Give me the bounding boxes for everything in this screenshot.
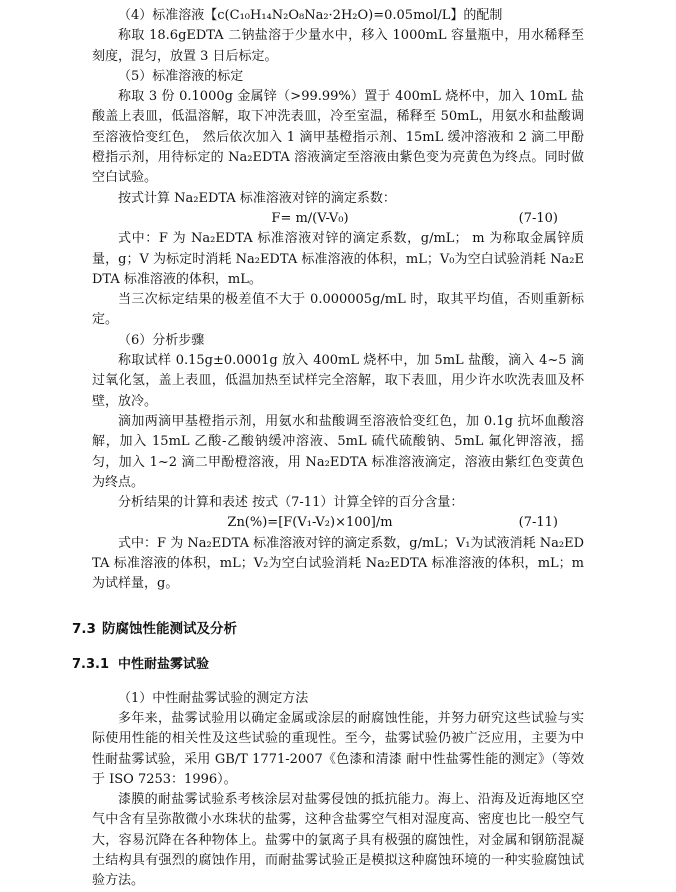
section-heading-7-3-1	[72, 655, 584, 675]
formula-7-11-number: (7-11)	[518, 515, 558, 531]
formula-7-10-description: 式中：F 为 Na₂EDTA 标准溶液对锌的滴定系数，g/mL； m 为称取金属锌质量，g；V 为标定时消耗 Na₂EDTA 标准溶液的体积，mL；V₀为空白试验消耗 Na₂EDTA 标准溶液的体积，mL。	[92, 231, 584, 287]
item5-title: （5）标准溶液的标定	[118, 68, 244, 84]
item6-formula-intro: 分析结果的计算和表述 按式（7-11）计算全锌的百分含量：	[118, 495, 464, 511]
salt-paragraph-2: 漆膜的耐盐雾试验系考核涂层对盐雾侵蚀的抵抗能力。海上、沿海及近海地区空气中含有呈弥散微小水珠状的盐雾，这种含盐雾空气相对湿度高、密度也比一般空气大，容易沉降在各种物体上。盐雾中的氯离子具有极强的腐蚀性，对金属和钢筋混凝土结构具有强烈的腐蚀作用，而耐盐雾试验正是模拟这种腐蚀环境的一种实验腐蚀试验方法。	[92, 792, 584, 889]
item6-body-2: 滴加两滴甲基橙指示剂，用氨水和盐酸调至溶液恰变红色，加 0.1g 抗坏血酸溶解，加入 15mL 乙酸-乙酸钠缓冲溶液、5mL 硫代硫酸钠、5mL 氟化钾溶液，摇匀，加入 1~2 滴二甲酚橙溶液，用 Na₂EDTA 标准溶液滴定，溶液由紫红色变黄色为终点。	[92, 413, 584, 490]
item6-body-1: 称取试样 0.15g±0.0001g 放入 400mL 烧杯中，加 5mL 盐酸，滴入 4~5 滴过氧化氢，盖上表皿，低温加热至试样完全溶解，取下表皿，用少许水吹洗表皿及杯壁，放冷。	[92, 353, 584, 409]
item4-body: 称取 18.6gEDTA 二钠盐溶于少量水中，移入 1000mL 容量瓶中，用水稀释至刻度，混匀，放置 3 日后标定。	[92, 28, 584, 64]
item5-formula-intro: 按式计算 Na₂EDTA 标准溶液对锌的滴定系数：	[118, 190, 396, 206]
item5-body: 称取 3 份 0.1000g 金属锌（>99.99%）置于 400mL 烧杯中，加入 10mL 盐酸盖上表皿，低温溶解，取下冲洗表皿，冷至室温，稀释至 50mL，用氨水和盐酸调至溶液恰变红色， 然后依次加入 1 滴甲基橙指示剂、15mL 缓冲溶液和 2 滴二甲酚橙指示剂，用待标定的 Na₂EDTA 溶液滴定至溶液由紫色变为亮黄色为终点。同时做空白试验。	[92, 89, 584, 186]
formula-7-10-number: (7-10)	[518, 210, 558, 226]
item6-title: （6）分析步骤	[118, 332, 205, 348]
subsection-title: 中性耐盐雾试验	[118, 656, 210, 672]
section-heading-7-3	[72, 619, 584, 639]
subsection-number: 7.3.1	[72, 656, 110, 672]
formula-7-10	[92, 209, 584, 229]
section-number: 7.3	[72, 620, 96, 637]
salt-paragraph-1: 多年来，盐雾试验用以确定金属或涂层的耐腐蚀性能，并努力研究这些试验与实际使用性能的相关性及这些试验的重现性。至今，盐雾试验仍被广泛应用，主要为中性耐盐雾试验，采用 GB/T 1771-2007《色漆和清漆 耐中性盐雾性能的测定》（等效于 ISO 7253：1996）。	[92, 710, 584, 787]
salt-item1-title: （1）中性耐盐雾试验的测定方法	[118, 690, 309, 706]
section-title: 防腐蚀性能测试及分析	[102, 620, 237, 637]
formula-7-11	[92, 513, 584, 533]
formula-7-11-expression: Zn(%)=[F(V₁-V₂)×100]/m	[227, 515, 393, 531]
formula-7-11-description: 式中：F 为 Na₂EDTA 标准溶液对锌的滴定系数，g/mL；V₁为试液消耗 Na₂EDTA 标准溶液的体积，mL；V₂为空白试验消耗 Na₂EDTA 标准溶液的体积，mL；m 为试样量，g。	[92, 535, 584, 592]
item4-title: （4）标准溶液【c(C₁₀H₁₄N₂O₈Na₂·2H₂O)=0.05mol/L】的配制	[118, 8, 503, 23]
formula-7-10-expression: F= m/(V-V₀)	[271, 210, 349, 226]
item5-tolerance: 当三次标定结果的极差值不大于 0.000005g/mL 时，取其平均值，否则重新标定。	[92, 292, 584, 328]
